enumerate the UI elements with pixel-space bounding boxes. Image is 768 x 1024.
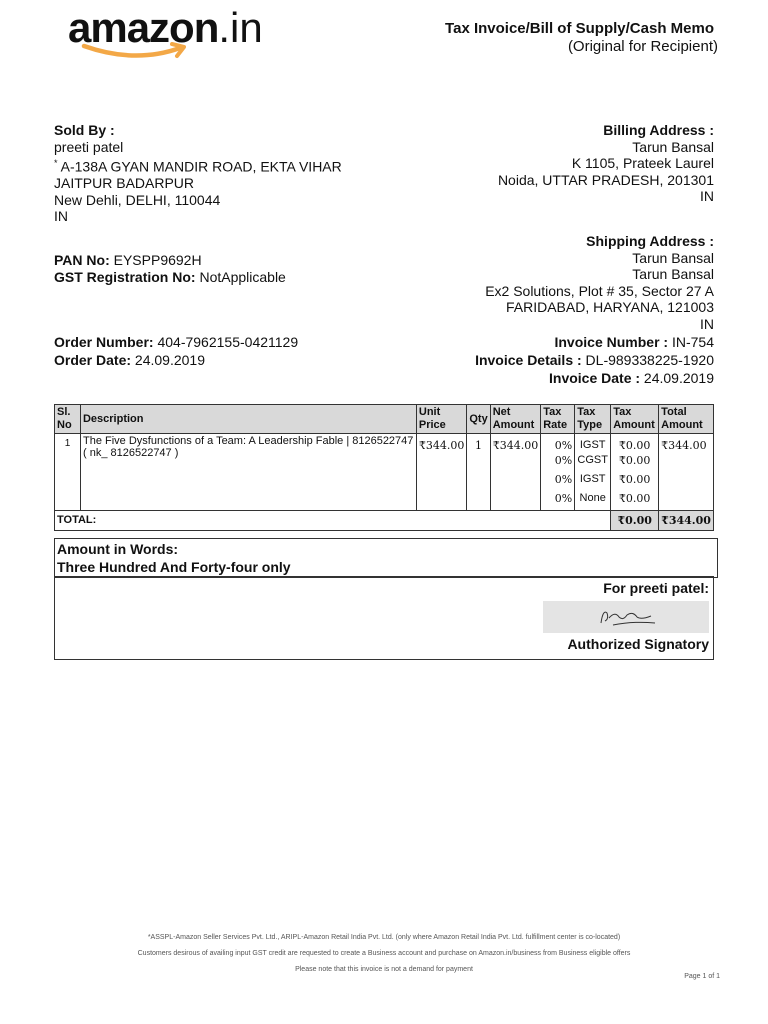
tax-rate: 0% bbox=[541, 434, 575, 454]
billing-name: Tarun Bansal bbox=[632, 138, 714, 155]
tax-rate: 0% bbox=[541, 491, 575, 510]
seller-asterisk: * bbox=[54, 158, 58, 168]
order-number-label: Order Number: bbox=[54, 334, 154, 350]
total-tax: ₹0.00 bbox=[611, 510, 659, 530]
invoice-number: IN-754 bbox=[671, 334, 714, 350]
col-sl: Sl. No bbox=[55, 405, 81, 434]
signature-box bbox=[54, 576, 714, 660]
tax-ids-block bbox=[54, 252, 286, 285]
invoice-date-label: Invoice Date : bbox=[549, 370, 641, 386]
pan-row bbox=[54, 252, 286, 269]
tax-rate: 0% bbox=[541, 453, 575, 472]
col-net-amount: Net Amount bbox=[490, 405, 541, 434]
item-net-amount: ₹344.00 bbox=[490, 434, 541, 511]
item-total-amount: ₹344.00 bbox=[659, 434, 714, 511]
seller-label: Sold By : bbox=[54, 122, 115, 138]
invoice-number-label: Invoice Number : bbox=[554, 334, 669, 350]
col-total-amount: Total Amount bbox=[659, 405, 714, 434]
item-unit-price: ₹344.00 bbox=[416, 434, 467, 511]
authorized-signatory: Authorized Signatory bbox=[567, 636, 709, 652]
order-block bbox=[54, 333, 298, 369]
billing-address1: K 1105, Prateek Laurel bbox=[571, 155, 714, 171]
gst-row bbox=[54, 269, 286, 286]
total-label: TOTAL: bbox=[55, 510, 611, 530]
seller-city: New Dehli, DELHI, 110044 bbox=[54, 191, 221, 208]
total-amount: ₹344.00 bbox=[659, 510, 714, 530]
order-date: 24.09.2019 bbox=[134, 352, 205, 368]
invoice-title: Tax Invoice/Bill of Supply/Cash Memo bbox=[445, 20, 714, 37]
shipping-country: IN bbox=[700, 315, 714, 332]
billing-block bbox=[498, 122, 714, 205]
amount-words-label: Amount in Words: bbox=[57, 541, 179, 557]
col-tax-amount: Tax Amount bbox=[611, 405, 659, 434]
col-unit-price: Unit Price bbox=[416, 405, 467, 434]
tax-rate: 0% bbox=[541, 472, 575, 491]
invoice-number-row bbox=[475, 333, 714, 351]
total-row bbox=[55, 510, 714, 530]
tax-amount: ₹0.00 bbox=[611, 472, 659, 491]
billing-city: Noida, UTTAR PRADESH, 201301 bbox=[497, 171, 714, 188]
tax-amount: ₹0.00 bbox=[611, 491, 659, 510]
seller-address2: JAITPUR BADARPUR bbox=[54, 175, 195, 192]
invoice-details-row bbox=[475, 351, 714, 369]
table-header-row bbox=[55, 405, 714, 434]
gst-label: GST Registration No: bbox=[54, 268, 196, 285]
shipping-name2: Tarun Bansal bbox=[632, 266, 714, 282]
col-qty: Qty bbox=[467, 405, 490, 434]
shipping-label: Shipping Address : bbox=[586, 233, 714, 249]
tax-type: IGST bbox=[575, 434, 611, 454]
invoice-details-label: Invoice Details : bbox=[475, 352, 582, 368]
tax-type: CGST bbox=[575, 453, 611, 472]
item-qty: 1 bbox=[467, 434, 490, 511]
seller-country: IN bbox=[54, 208, 68, 225]
pan-value: EYSPP9692H bbox=[113, 252, 202, 268]
footer-line1: *ASSPL-Amazon Seller Services Pvt. Ltd., ARIPL-Amazon Retail India Pvt. Ltd. (only where Amazon Retail India Pvt. Ltd. fulfillment center is co-located) bbox=[147, 934, 621, 941]
seller-name: preeti patel bbox=[54, 138, 124, 155]
signature-image bbox=[543, 601, 709, 633]
invoice-block bbox=[475, 333, 714, 387]
footer-line3: Please note that this invoice is not a demand for payment bbox=[295, 966, 473, 973]
order-number-row bbox=[54, 333, 298, 351]
amount-in-words bbox=[54, 538, 718, 578]
signature-for-label: For preeti patel: bbox=[603, 580, 709, 596]
col-tax-rate: Tax Rate bbox=[541, 405, 575, 434]
logo-main: amazon bbox=[68, 4, 219, 51]
tax-amount: ₹0.00 bbox=[611, 453, 659, 472]
invoice-date-row bbox=[475, 369, 714, 387]
invoice-details: DL-989338225-1920 bbox=[585, 352, 714, 368]
order-number: 404-7962155-0421129 bbox=[157, 334, 299, 350]
billing-label: Billing Address : bbox=[603, 122, 714, 138]
item-sl: 1 bbox=[55, 434, 81, 511]
pan-label: PAN No: bbox=[54, 252, 110, 268]
tax-type: IGST bbox=[575, 472, 611, 491]
items-table bbox=[54, 404, 714, 531]
item-description: The Five Dysfunctions of a Team: A Leadership Fable | 8126522747 ( nk_ 8126522747 ) bbox=[80, 434, 416, 511]
amazon-smile-icon bbox=[80, 42, 190, 62]
col-description: Description bbox=[80, 405, 416, 434]
shipping-city: FARIDABAD, HARYANA, 121003 bbox=[505, 299, 714, 315]
seller-address1 bbox=[54, 155, 342, 175]
order-date-row bbox=[54, 351, 298, 369]
col-tax-type: Tax Type bbox=[575, 405, 611, 434]
seller-block bbox=[54, 122, 342, 225]
shipping-name1: Tarun Bansal bbox=[632, 249, 714, 266]
invoice-subtitle: (Original for Recipient) bbox=[567, 38, 718, 55]
gst-value: NotApplicable bbox=[199, 268, 286, 285]
page-number: Page 1 of 1 bbox=[684, 973, 720, 980]
tax-type: None bbox=[575, 491, 611, 510]
footer-line2: Customers desirous of availing input GST credit are requested to create a Business account and purchase on Amazon.in/business from Business eligible offers bbox=[137, 950, 631, 957]
tax-amount: ₹0.00 bbox=[611, 434, 659, 454]
amount-words-value: Three Hundred And Forty-four only bbox=[57, 559, 291, 575]
shipping-address1: Ex2 Solutions, Plot # 35, Sector 27 A bbox=[485, 282, 714, 299]
order-date-label: Order Date: bbox=[54, 352, 132, 368]
billing-country: IN bbox=[700, 188, 714, 204]
invoice-date: 24.09.2019 bbox=[643, 370, 714, 386]
table-row bbox=[55, 434, 714, 454]
seller-address1-text: A-138A GYAN MANDIR ROAD, EKTA VIHAR bbox=[60, 158, 342, 175]
shipping-block bbox=[485, 233, 714, 332]
logo-tld: .in bbox=[218, 4, 263, 51]
